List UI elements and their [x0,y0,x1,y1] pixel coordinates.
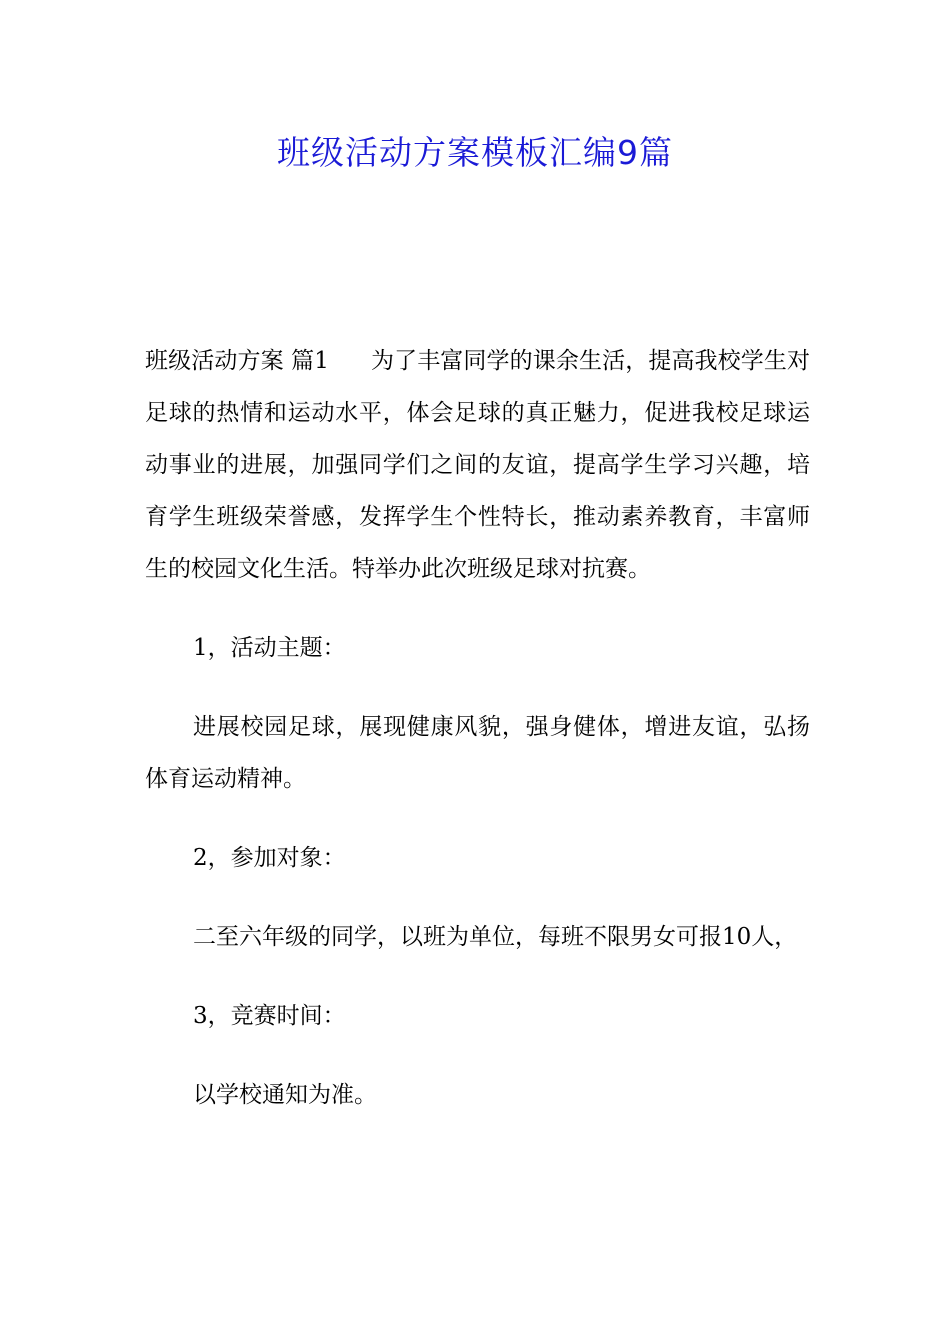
heading-competition-time: 3，竞赛时间： [193,1003,346,1029]
document-title: 班级活动方案模板汇编9篇 [277,133,673,172]
paragraph-text: 为了丰富同学的课余生活，提高我校学生对足球的热情和运动水平，体会足球的真正魅力，促进我校足球运动事业的进展，加强同学们之间的友谊，提高学生学习兴趣，培育学生班级荣誉感，发挥学生个性特长，推动素养教育，丰富师生的校园文化生活。特举办此次班级足球对抗赛。 [145,348,811,582]
section-label: 班级活动方案 篇1 [145,348,329,374]
document-body [145,335,810,1148]
paragraph-competition-time: 以学校通知为准。 [193,1082,377,1108]
paragraph-participants: 二至六年级的同学，以班为单位，每班不限男女可报10人， [193,924,798,950]
paragraph-activity-theme: 进展校园足球，展现健康风貌，强身健体，增进友谊，弘扬体育运动精神。 [145,714,810,792]
heading-participants: 2，参加对象： [193,845,346,871]
heading-activity-theme: 1，活动主题： [193,635,346,661]
paragraph-intro [145,335,810,595]
